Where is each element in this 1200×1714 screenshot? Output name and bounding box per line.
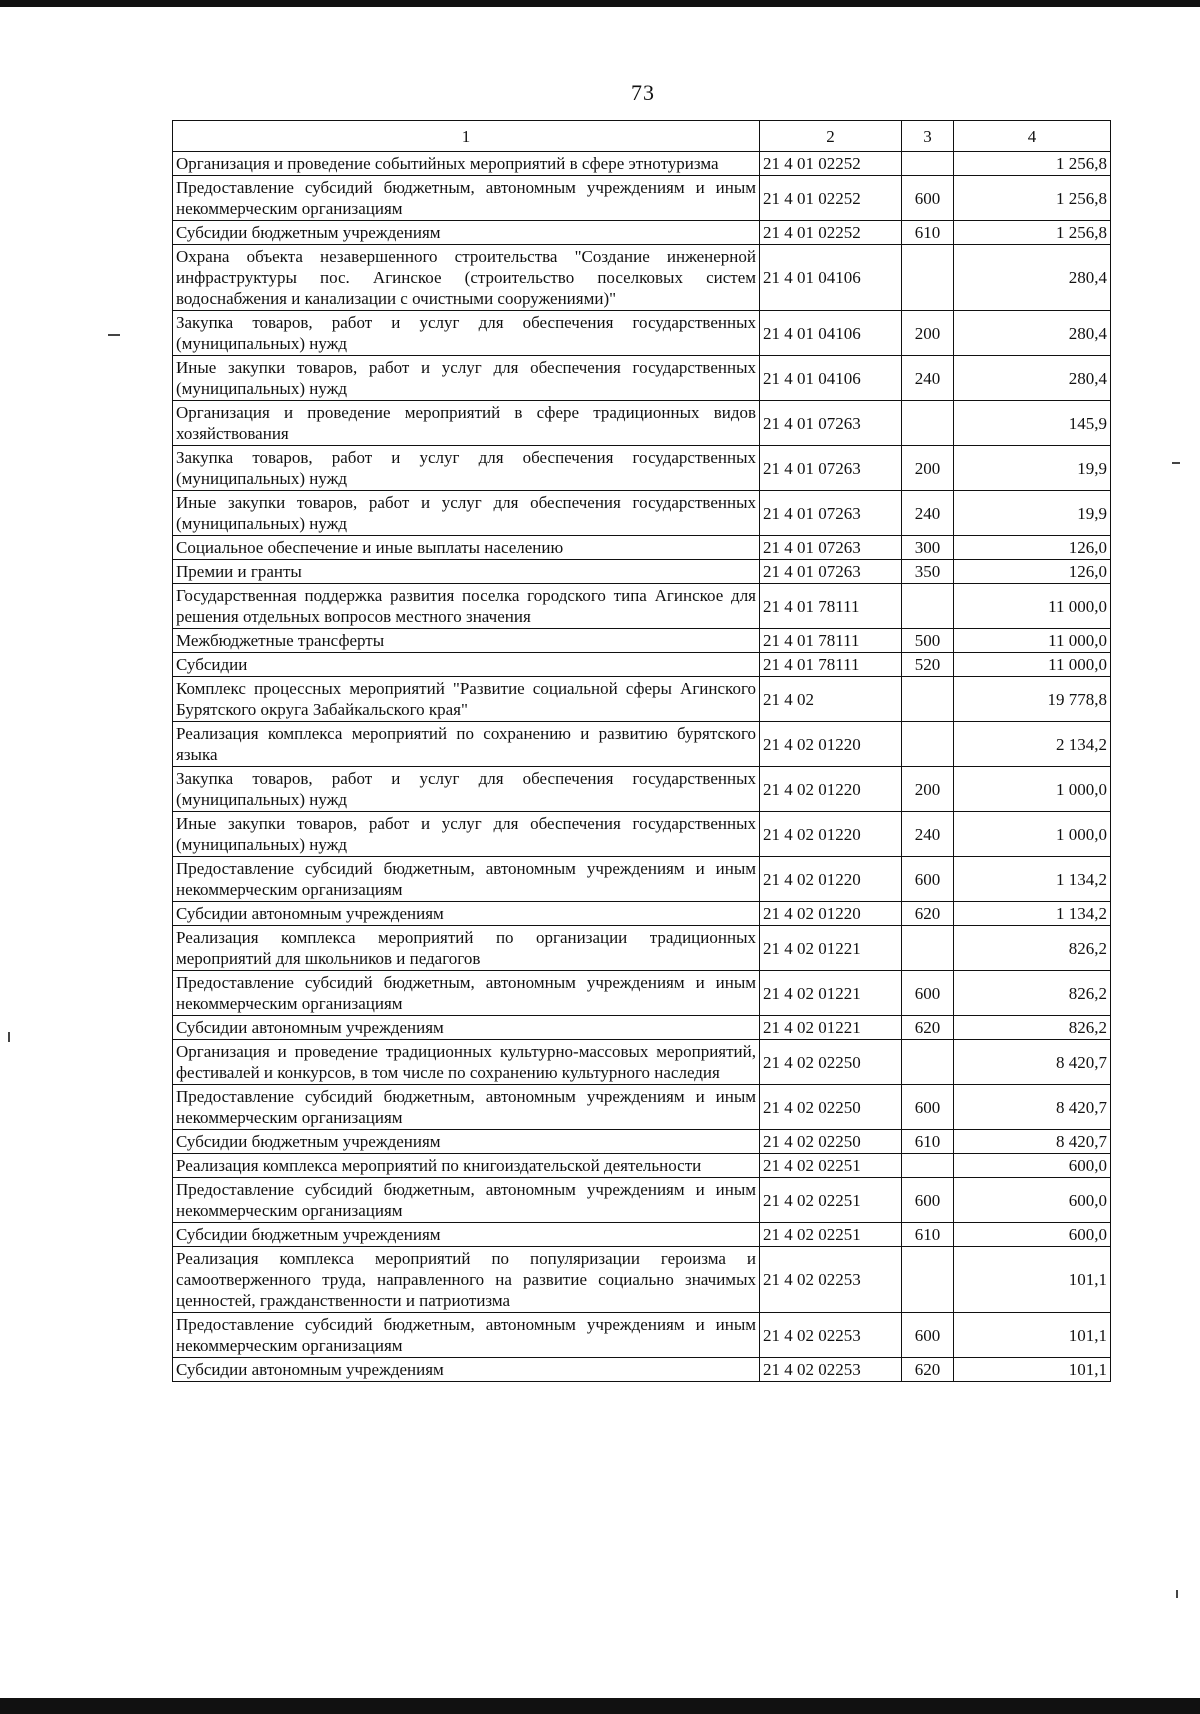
table-row xyxy=(173,812,1111,857)
row-code: 21 4 01 07263 xyxy=(760,560,902,584)
row-amount: 1 256,8 xyxy=(954,152,1111,176)
row-amount: 1 256,8 xyxy=(954,221,1111,245)
scan-margin-mark xyxy=(8,1032,10,1042)
scan-margin-mark xyxy=(1172,462,1180,464)
row-code: 21 4 01 02252 xyxy=(760,152,902,176)
row-code: 21 4 02 01221 xyxy=(760,971,902,1016)
table-row xyxy=(173,245,1111,311)
scan-margin-mark xyxy=(108,334,120,336)
row-amount: 11 000,0 xyxy=(954,653,1111,677)
row-name: Предоставление субсидий бюджетным, автономным учреждениям и иным некоммерческим организациям xyxy=(173,176,760,221)
row-expense-type: 610 xyxy=(902,1130,954,1154)
row-name: Закупка товаров, работ и услуг для обеспечения государственных (муниципальных) нужд xyxy=(173,311,760,356)
row-name: Субсидии бюджетным учреждениям xyxy=(173,221,760,245)
row-expense-type xyxy=(902,245,954,311)
row-expense-type: 620 xyxy=(902,1358,954,1382)
row-name: Межбюджетные трансферты xyxy=(173,629,760,653)
table-row xyxy=(173,971,1111,1016)
row-amount: 826,2 xyxy=(954,971,1111,1016)
row-name: Закупка товаров, работ и услуг для обеспечения государственных (муниципальных) нужд xyxy=(173,446,760,491)
row-amount: 145,9 xyxy=(954,401,1111,446)
row-expense-type: 520 xyxy=(902,653,954,677)
row-code: 21 4 02 02253 xyxy=(760,1247,902,1313)
row-name: Реализация комплекса мероприятий по книгоиздательской деятельности xyxy=(173,1154,760,1178)
row-expense-type xyxy=(902,584,954,629)
header-row xyxy=(173,121,1111,152)
table-row xyxy=(173,902,1111,926)
row-amount: 8 420,7 xyxy=(954,1130,1111,1154)
table-row xyxy=(173,584,1111,629)
row-name: Премии и гранты xyxy=(173,560,760,584)
row-code: 21 4 02 02250 xyxy=(760,1085,902,1130)
budget-table xyxy=(172,120,1111,1382)
row-amount: 1 256,8 xyxy=(954,176,1111,221)
row-expense-type: 240 xyxy=(902,812,954,857)
table-row xyxy=(173,722,1111,767)
row-expense-type: 600 xyxy=(902,971,954,1016)
row-name: Реализация комплекса мероприятий по сохранению и развитию бурятского языка xyxy=(173,722,760,767)
row-code: 21 4 02 02251 xyxy=(760,1154,902,1178)
table-row xyxy=(173,311,1111,356)
row-name: Предоставление субсидий бюджетным, автономным учреждениям и иным некоммерческим организациям xyxy=(173,857,760,902)
row-name: Субсидии бюджетным учреждениям xyxy=(173,1130,760,1154)
row-amount: 19 778,8 xyxy=(954,677,1111,722)
row-amount: 19,9 xyxy=(954,446,1111,491)
row-expense-type xyxy=(902,722,954,767)
row-code: 21 4 02 02253 xyxy=(760,1358,902,1382)
row-amount: 1 000,0 xyxy=(954,767,1111,812)
table-row xyxy=(173,767,1111,812)
row-amount: 126,0 xyxy=(954,536,1111,560)
row-expense-type: 240 xyxy=(902,356,954,401)
row-code: 21 4 01 04106 xyxy=(760,356,902,401)
scan-bottom-border xyxy=(0,1698,1200,1714)
table-row xyxy=(173,152,1111,176)
row-name: Субсидии бюджетным учреждениям xyxy=(173,1223,760,1247)
row-code: 21 4 01 78111 xyxy=(760,653,902,677)
row-amount: 11 000,0 xyxy=(954,584,1111,629)
row-code: 21 4 02 02250 xyxy=(760,1130,902,1154)
column-header-3: 3 xyxy=(902,121,954,152)
row-code: 21 4 02 01221 xyxy=(760,1016,902,1040)
table-row xyxy=(173,1085,1111,1130)
row-amount: 600,0 xyxy=(954,1154,1111,1178)
row-expense-type: 600 xyxy=(902,1313,954,1358)
row-expense-type: 200 xyxy=(902,311,954,356)
table-row xyxy=(173,1178,1111,1223)
row-expense-type: 620 xyxy=(902,1016,954,1040)
row-expense-type: 620 xyxy=(902,902,954,926)
row-code: 21 4 01 07263 xyxy=(760,401,902,446)
row-name: Субсидии автономным учреждениям xyxy=(173,902,760,926)
table-row xyxy=(173,491,1111,536)
table-row xyxy=(173,560,1111,584)
row-name: Организация и проведение событийных мероприятий в сфере этнотуризма xyxy=(173,152,760,176)
row-amount: 101,1 xyxy=(954,1247,1111,1313)
column-header-4: 4 xyxy=(954,121,1111,152)
row-expense-type: 350 xyxy=(902,560,954,584)
row-code: 21 4 02 02253 xyxy=(760,1313,902,1358)
table-row xyxy=(173,221,1111,245)
row-expense-type: 610 xyxy=(902,1223,954,1247)
row-name: Организация и проведение мероприятий в сфере традиционных видов хозяйствования xyxy=(173,401,760,446)
row-expense-type xyxy=(902,926,954,971)
row-amount: 1 134,2 xyxy=(954,902,1111,926)
row-name: Субсидии xyxy=(173,653,760,677)
table-row xyxy=(173,536,1111,560)
table-row xyxy=(173,356,1111,401)
row-expense-type: 600 xyxy=(902,176,954,221)
table-row xyxy=(173,1358,1111,1382)
row-expense-type: 610 xyxy=(902,221,954,245)
row-expense-type xyxy=(902,677,954,722)
table-body xyxy=(173,152,1111,1382)
table-row xyxy=(173,653,1111,677)
row-code: 21 4 01 04106 xyxy=(760,311,902,356)
row-expense-type: 200 xyxy=(902,446,954,491)
row-name: Закупка товаров, работ и услуг для обеспечения государственных (муниципальных) нужд xyxy=(173,767,760,812)
row-name: Охрана объекта незавершенного строительства "Создание инженерной инфраструктуры пос. Агинское (строительство поселковых систем водоснабжения и канализации с очистными сооружениями)" xyxy=(173,245,760,311)
row-code: 21 4 01 07263 xyxy=(760,536,902,560)
row-code: 21 4 01 78111 xyxy=(760,629,902,653)
row-name: Субсидии автономным учреждениям xyxy=(173,1016,760,1040)
table-row xyxy=(173,677,1111,722)
table-row xyxy=(173,1130,1111,1154)
row-expense-type: 600 xyxy=(902,857,954,902)
row-code: 21 4 01 02252 xyxy=(760,221,902,245)
row-amount: 11 000,0 xyxy=(954,629,1111,653)
row-amount: 280,4 xyxy=(954,311,1111,356)
row-code: 21 4 02 01221 xyxy=(760,926,902,971)
scan-top-border xyxy=(0,0,1200,7)
table-row xyxy=(173,857,1111,902)
table-row xyxy=(173,1154,1111,1178)
row-amount: 1 000,0 xyxy=(954,812,1111,857)
table-row xyxy=(173,1040,1111,1085)
row-expense-type xyxy=(902,1154,954,1178)
row-name: Предоставление субсидий бюджетным, автономным учреждениям и иным некоммерческим организациям xyxy=(173,971,760,1016)
row-name: Предоставление субсидий бюджетным, автономным учреждениям и иным некоммерческим организациям xyxy=(173,1085,760,1130)
row-expense-type: 240 xyxy=(902,491,954,536)
row-expense-type xyxy=(902,401,954,446)
row-name: Иные закупки товаров, работ и услуг для обеспечения государственных (муниципальных) нужд xyxy=(173,491,760,536)
row-amount: 600,0 xyxy=(954,1178,1111,1223)
row-name: Социальное обеспечение и иные выплаты населению xyxy=(173,536,760,560)
row-code: 21 4 02 01220 xyxy=(760,902,902,926)
row-code: 21 4 01 78111 xyxy=(760,584,902,629)
row-name: Реализация комплекса мероприятий по организации традиционных мероприятий для школьников и педагогов xyxy=(173,926,760,971)
row-name: Предоставление субсидий бюджетным, автономным учреждениям и иным некоммерческим организациям xyxy=(173,1178,760,1223)
row-amount: 101,1 xyxy=(954,1313,1111,1358)
row-expense-type xyxy=(902,1040,954,1085)
row-name: Субсидии автономным учреждениям xyxy=(173,1358,760,1382)
row-expense-type: 300 xyxy=(902,536,954,560)
row-name: Иные закупки товаров, работ и услуг для обеспечения государственных (муниципальных) нужд xyxy=(173,812,760,857)
row-code: 21 4 02 02250 xyxy=(760,1040,902,1085)
row-name: Иные закупки товаров, работ и услуг для обеспечения государственных (муниципальных) нужд xyxy=(173,356,760,401)
row-amount: 8 420,7 xyxy=(954,1085,1111,1130)
scan-margin-mark xyxy=(1176,1590,1178,1598)
row-code: 21 4 02 02251 xyxy=(760,1223,902,1247)
row-amount: 19,9 xyxy=(954,491,1111,536)
row-amount: 101,1 xyxy=(954,1358,1111,1382)
row-expense-type xyxy=(902,1247,954,1313)
row-code: 21 4 01 07263 xyxy=(760,491,902,536)
row-amount: 280,4 xyxy=(954,356,1111,401)
row-name: Государственная поддержка развития поселка городского типа Агинское для решения отдельных вопросов местного значения xyxy=(173,584,760,629)
table-row xyxy=(173,1247,1111,1313)
row-name: Предоставление субсидий бюджетным, автономным учреждениям и иным некоммерческим организациям xyxy=(173,1313,760,1358)
row-code: 21 4 02 01220 xyxy=(760,812,902,857)
table-row xyxy=(173,401,1111,446)
row-amount: 1 134,2 xyxy=(954,857,1111,902)
row-code: 21 4 01 04106 xyxy=(760,245,902,311)
row-name: Реализация комплекса мероприятий по популяризации героизма и самоотверженного труда, направленного на развитие социально значимых ценностей, гражданственности и патриотизма xyxy=(173,1247,760,1313)
row-amount: 280,4 xyxy=(954,245,1111,311)
table-row xyxy=(173,176,1111,221)
table-row xyxy=(173,446,1111,491)
table-row xyxy=(173,629,1111,653)
row-expense-type: 200 xyxy=(902,767,954,812)
column-header-2: 2 xyxy=(760,121,902,152)
row-code: 21 4 02 xyxy=(760,677,902,722)
column-header-1: 1 xyxy=(173,121,760,152)
row-code: 21 4 02 01220 xyxy=(760,857,902,902)
table-row xyxy=(173,926,1111,971)
row-code: 21 4 02 01220 xyxy=(760,722,902,767)
row-amount: 600,0 xyxy=(954,1223,1111,1247)
row-code: 21 4 01 02252 xyxy=(760,176,902,221)
page-number: 73 xyxy=(631,80,655,105)
row-expense-type: 600 xyxy=(902,1178,954,1223)
table-row xyxy=(173,1313,1111,1358)
row-amount: 8 420,7 xyxy=(954,1040,1111,1085)
table-row xyxy=(173,1223,1111,1247)
row-code: 21 4 01 07263 xyxy=(760,446,902,491)
row-code: 21 4 02 01220 xyxy=(760,767,902,812)
row-code: 21 4 02 02251 xyxy=(760,1178,902,1223)
row-name: Организация и проведение традиционных культурно-массовых мероприятий, фестивалей и конкурсов, в том числе по сохранению культурного наследия xyxy=(173,1040,760,1085)
table-row xyxy=(173,1016,1111,1040)
row-amount: 826,2 xyxy=(954,926,1111,971)
row-amount: 2 134,2 xyxy=(954,722,1111,767)
row-name: Комплекс процессных мероприятий "Развитие социальной сферы Агинского Бурятского округа Забайкальского края" xyxy=(173,677,760,722)
row-expense-type xyxy=(902,152,954,176)
row-amount: 826,2 xyxy=(954,1016,1111,1040)
row-expense-type: 500 xyxy=(902,629,954,653)
row-expense-type: 600 xyxy=(902,1085,954,1130)
row-amount: 126,0 xyxy=(954,560,1111,584)
